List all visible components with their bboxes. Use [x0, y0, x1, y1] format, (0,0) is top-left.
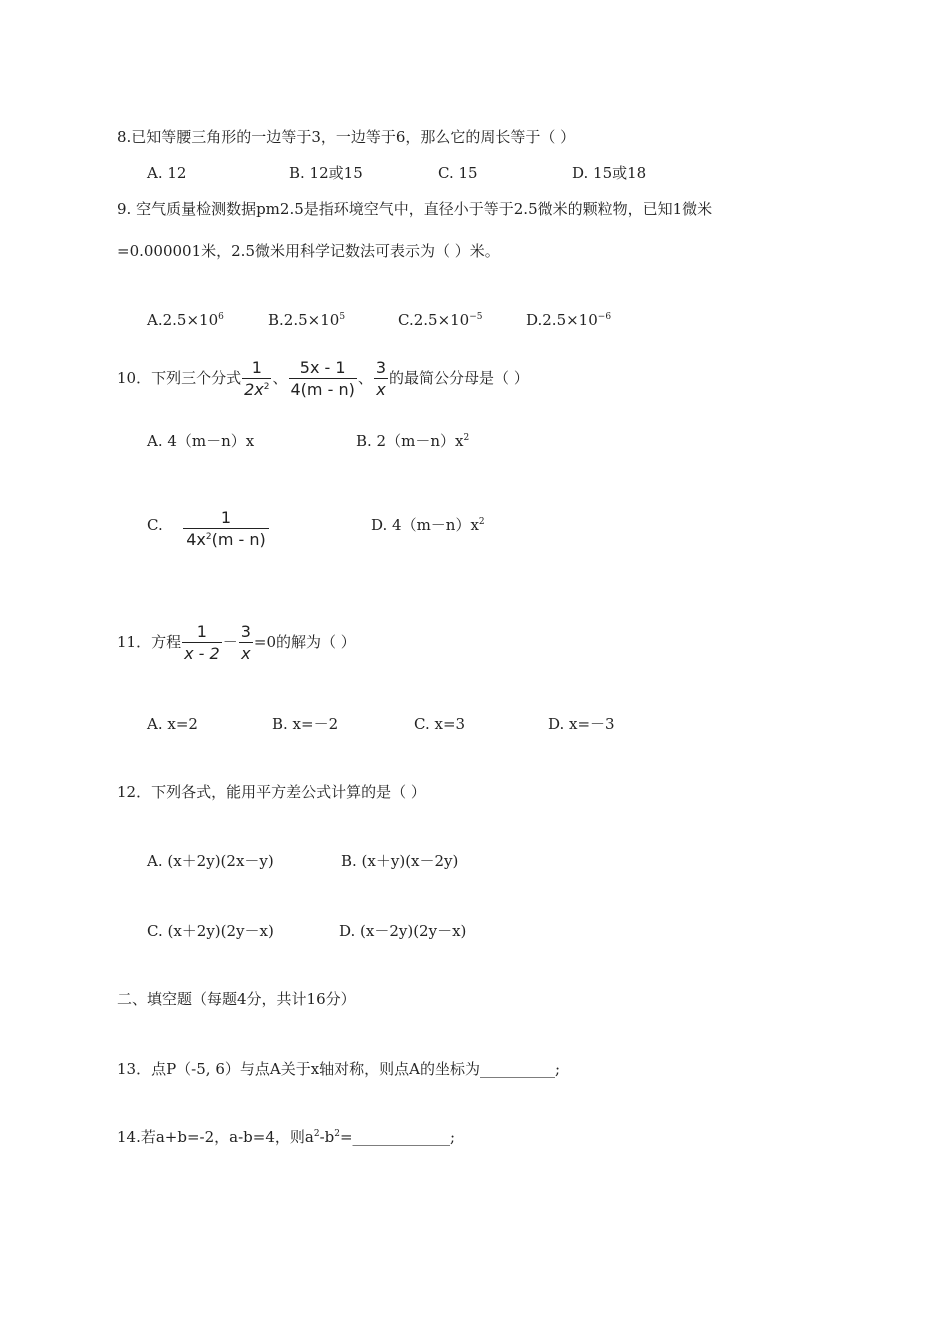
q8-stem: 8.已知等腰三角形的一边等于3，一边等于6，那么它的周长等于（ ）: [117, 128, 576, 146]
q10-prefix: 10．下列三个分式: [117, 369, 242, 387]
q10-stem: 10．下列三个分式 $\frac{1}{2x^2}$ 、 $\frac{5x - 1}{4(m - n)}$ 、 $\frac{3}{x}$ 的最简公分母是（ ）: [117, 357, 529, 399]
q12-option-a: A. (x＋2y)(2x－y): [147, 852, 274, 870]
q8-option-b: B. 12或15: [289, 164, 363, 182]
q10-fraction-1: $\frac{1}{2x^2}$: [244, 357, 270, 399]
q11-option-d: D. x=－3: [548, 715, 615, 733]
q9-option-c: $C.2.5\times 10^{-5}$: [398, 311, 483, 329]
q10-option-a: A. 4（m－n）x: [147, 432, 255, 450]
q11-option-a: A. x=2: [147, 715, 198, 733]
q11-option-c: C. x=3: [414, 715, 466, 733]
q14-stem: 14.若a+b=-2，a-b=4，则$a^2-b^2=\_\_\_\_\_\_\_\_\_\_\_\_\_$;: [117, 1128, 456, 1146]
q9-stem-line1: 9. 空气质量检测数据pm2.5是指环境空气中，直径小于等于2.5微米的颗粒物，已知1微米: [117, 200, 713, 218]
q8-option-a: A. 12: [147, 164, 187, 182]
q10-fraction-3: $\frac{3}{x}$: [375, 357, 387, 399]
q12-option-b: B. (x＋y)(x－2y): [341, 852, 459, 870]
q11-option-b: B. x=－2: [272, 715, 339, 733]
q11-stem: 11．方程 $\frac{1}{x - 2}$ － $\frac{3}{x}$ =0的解为（ ）: [117, 621, 356, 663]
q9-stem-line2: =0.000001米，2.5微米用科学记数法可表示为（ ）米。: [117, 242, 500, 260]
q12-stem: 12．下列各式，能用平方差公式计算的是（ ）: [117, 783, 426, 801]
q10-option-c-label: C.: [147, 516, 163, 534]
q10-option-c-fraction: $\frac{1}{4x^2(m - n)}$: [182, 508, 270, 551]
q9-option-b: $B.2.5\times 10^5$: [268, 311, 346, 329]
q10-option-d: D. $4(m-n)x^2$: [371, 516, 485, 534]
q9-option-a: $A.2.5\times 10^6$: [147, 311, 224, 329]
q12-option-c: C. (x＋2y)(2y－x): [147, 922, 274, 940]
q10-fraction-2: $\frac{5x - 1}{4(m - n)}$: [290, 357, 355, 399]
q11-fraction-2: $\frac{3}{x}$: [240, 621, 251, 663]
q12-option-d: D. (x－2y)(2y－x): [339, 922, 467, 940]
q10-option-b: B. $2(m-n)x^2$: [356, 432, 470, 450]
q8-option-c: C. 15: [438, 164, 478, 182]
q10-suffix: 的最简公分母是（ ）: [389, 369, 529, 387]
q13-stem: 13．点P（-5, 6）与点A关于x轴对称，则点A的坐标为__________;: [117, 1060, 561, 1078]
q8-option-d: D. 15或18: [572, 164, 647, 182]
q11-fraction-1: $\frac{1}{x - 2}$: [184, 621, 220, 663]
section2-title: 二、填空题（每题4分，共计16分）: [117, 990, 356, 1008]
q9-option-d: $D.2.5\times 10^{-6}$: [526, 311, 612, 329]
